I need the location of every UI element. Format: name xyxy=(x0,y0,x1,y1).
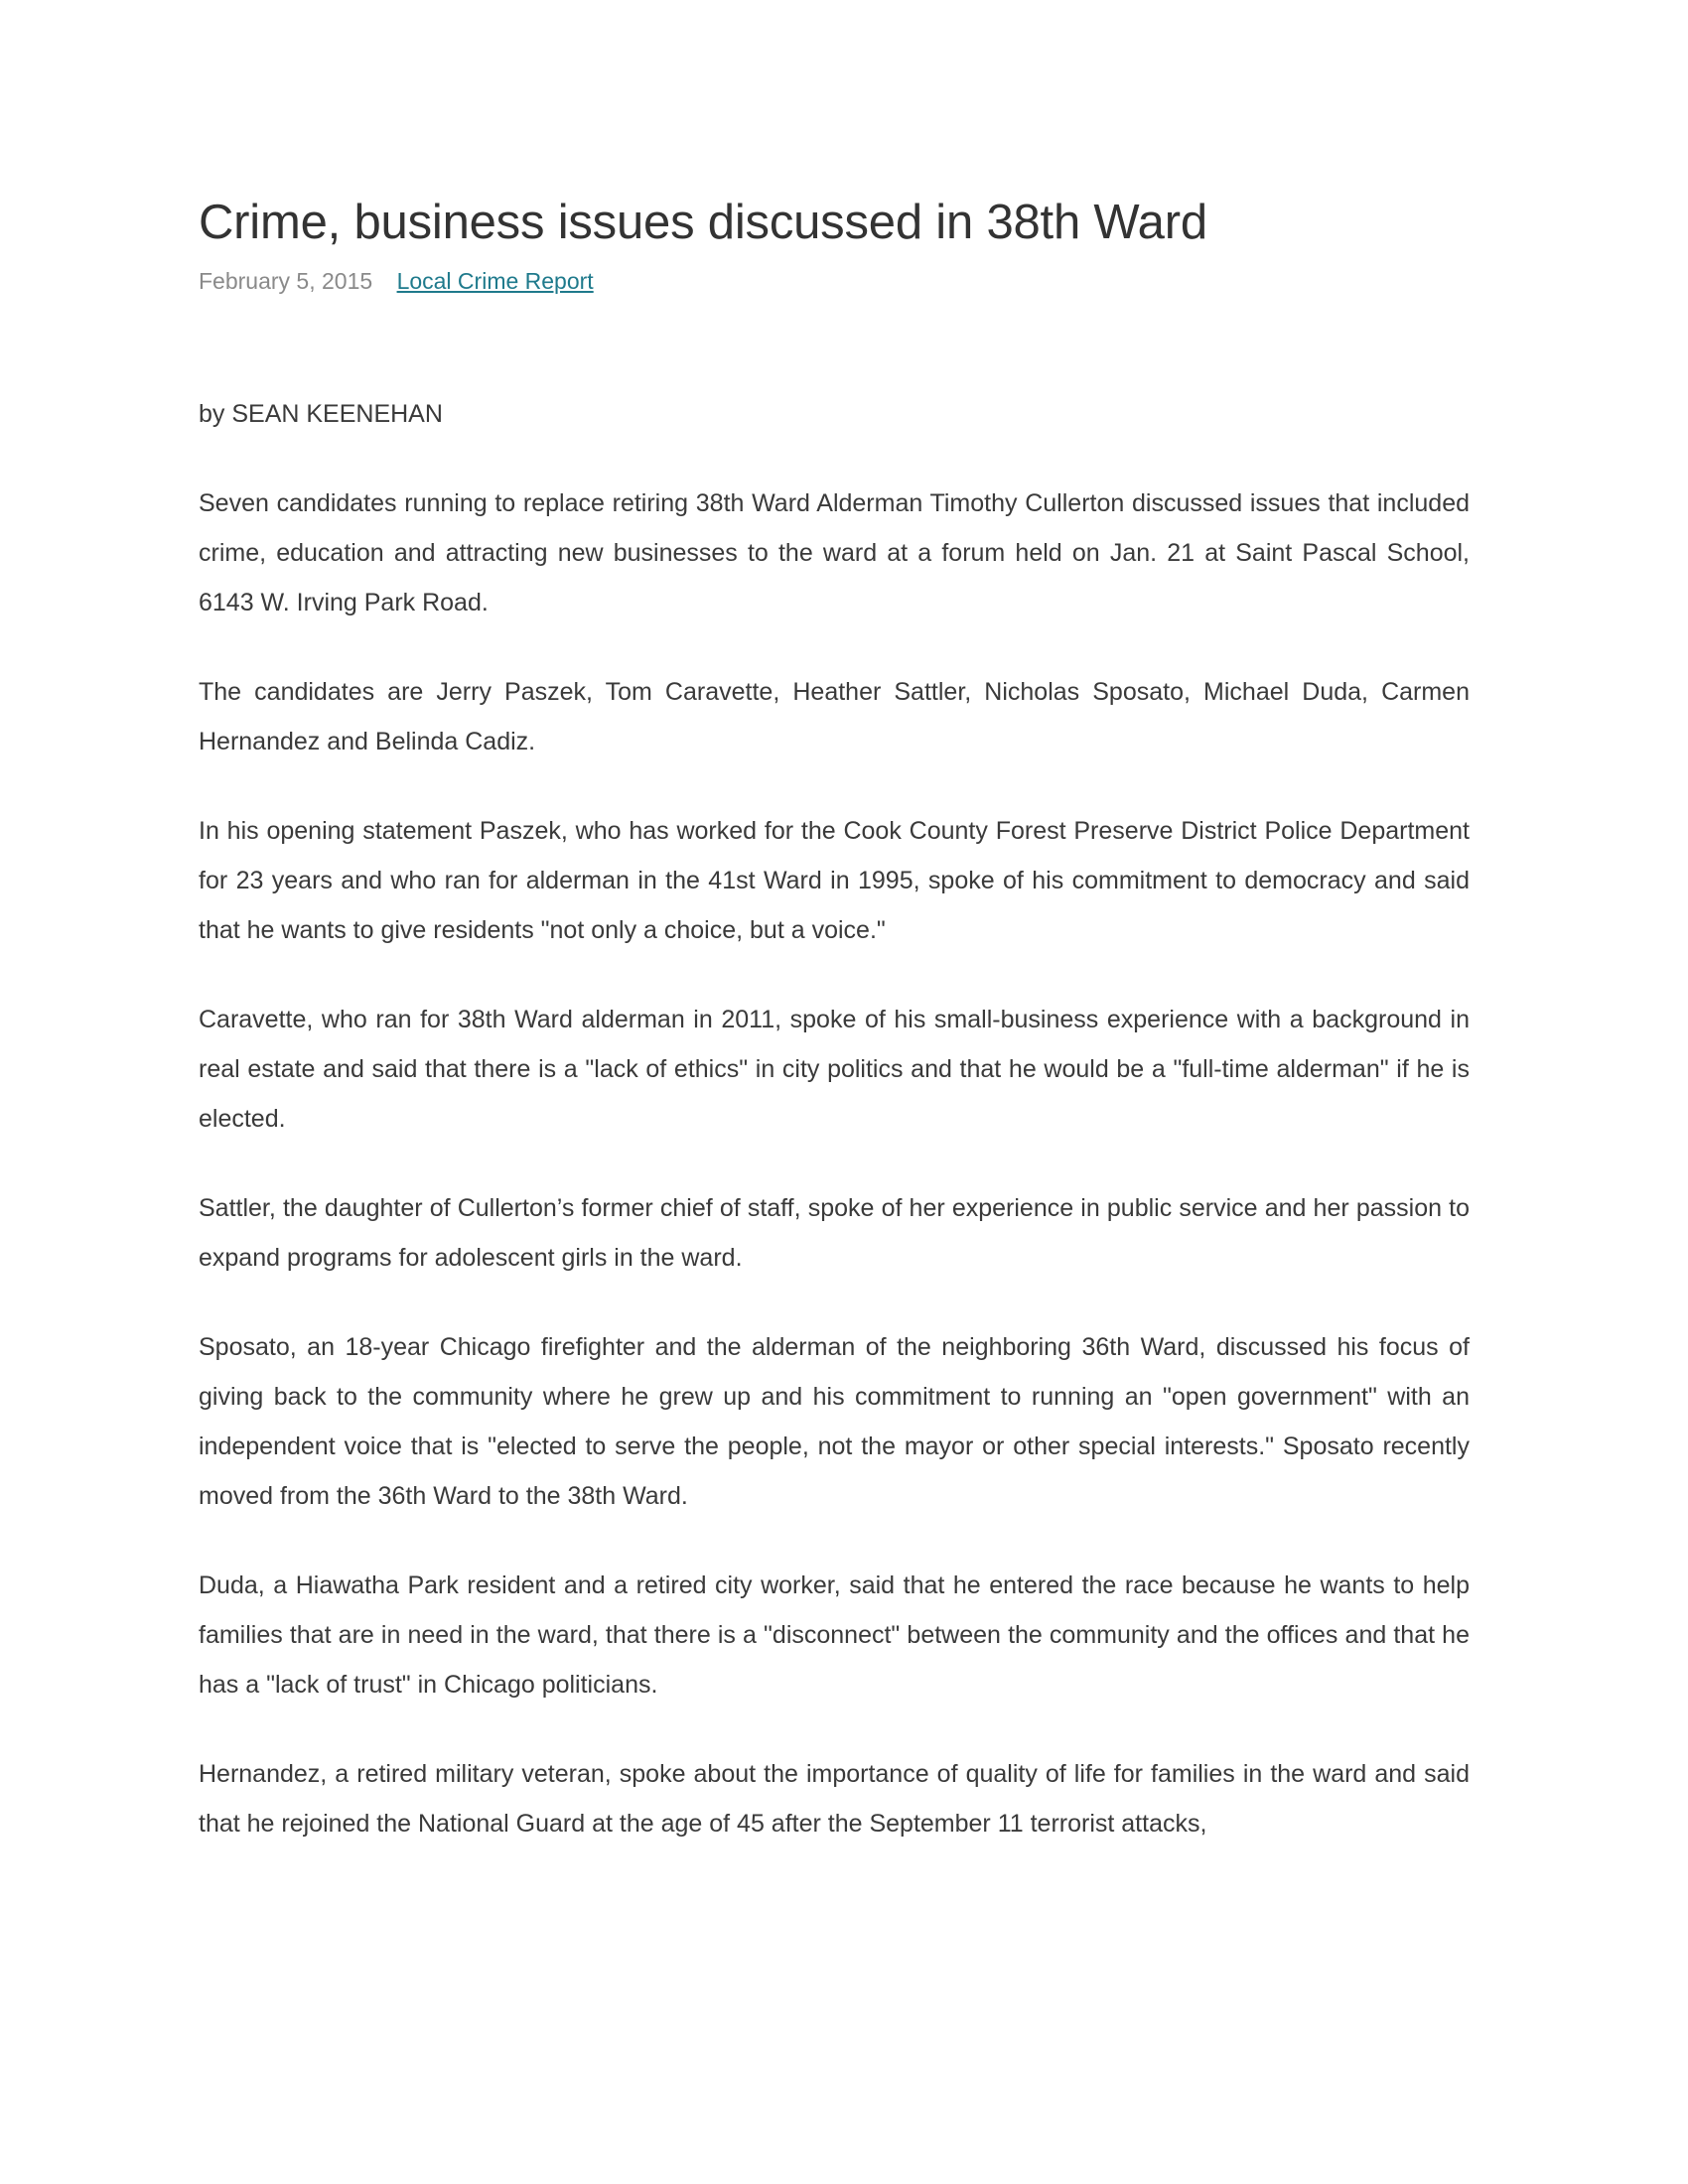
article-meta xyxy=(199,268,1470,296)
publish-date: February 5, 2015 xyxy=(199,268,373,295)
article-body xyxy=(199,478,1470,1848)
paragraph: Seven candidates running to replace retiring 38th Ward Alderman Timothy Cullerton discussed issues that included crime, education and attracting new businesses to the ward at a forum held on Jan. 21 at Saint Pascal School, 6143 W. Irving Park Road. xyxy=(199,488,1470,616)
paragraph: Duda, a Hiawatha Park resident and a retired city worker, said that he entered the race because he wants to help families that are in need in the ward, that there is a "disconnect" between the community and the offices and that he has a "lack of trust" in Chicago politicians. xyxy=(199,1570,1470,1699)
paragraph: In his opening statement Paszek, who has worked for the Cook County Forest Preserve District Police Department for 23 years and who ran for alderman in the 41st Ward in 1995, spoke of his commitment to democracy and said that he wants to give residents "not only a choice, but a voice." xyxy=(199,816,1470,944)
paragraph: Sattler, the daughter of Cullerton’s former chief of staff, spoke of her experience in public service and her passion to expand programs for adolescent girls in the ward. xyxy=(199,1193,1470,1272)
paragraph: Caravette, who ran for 38th Ward alderman in 2011, spoke of his small-business experience with a background in real estate and said that there is a "lack of ethics" in city politics and that he would be a "full-time alderman" if he is elected. xyxy=(199,1005,1470,1133)
byline: by SEAN KEENEHAN xyxy=(199,399,443,428)
paragraph: The candidates are Jerry Paszek, Tom Caravette, Heather Sattler, Nicholas Sposato, Michael Duda, Carmen Hernandez and Belinda Cadiz. xyxy=(199,677,1470,755)
article-title: Crime, business issues discussed in 38th Ward xyxy=(199,196,1207,249)
article xyxy=(199,195,1470,1848)
paragraph: Sposato, an 18-year Chicago firefighter and the alderman of the neighboring 36th Ward, discussed his focus of giving back to the community where he grew up and his commitment to running an "open government" with an independent voice that is "elected to serve the people, not the mayor or other special interests." Sposato recently moved from the 36th Ward to the 38th Ward. xyxy=(199,1332,1470,1510)
category-link[interactable]: Local Crime Report xyxy=(396,268,594,295)
paragraph: Hernandez, a retired military veteran, spoke about the importance of quality of life for families in the ward and said that he rejoined the National Guard at the age of 45 after the September 11 terrorist attacks, xyxy=(199,1759,1470,1838)
